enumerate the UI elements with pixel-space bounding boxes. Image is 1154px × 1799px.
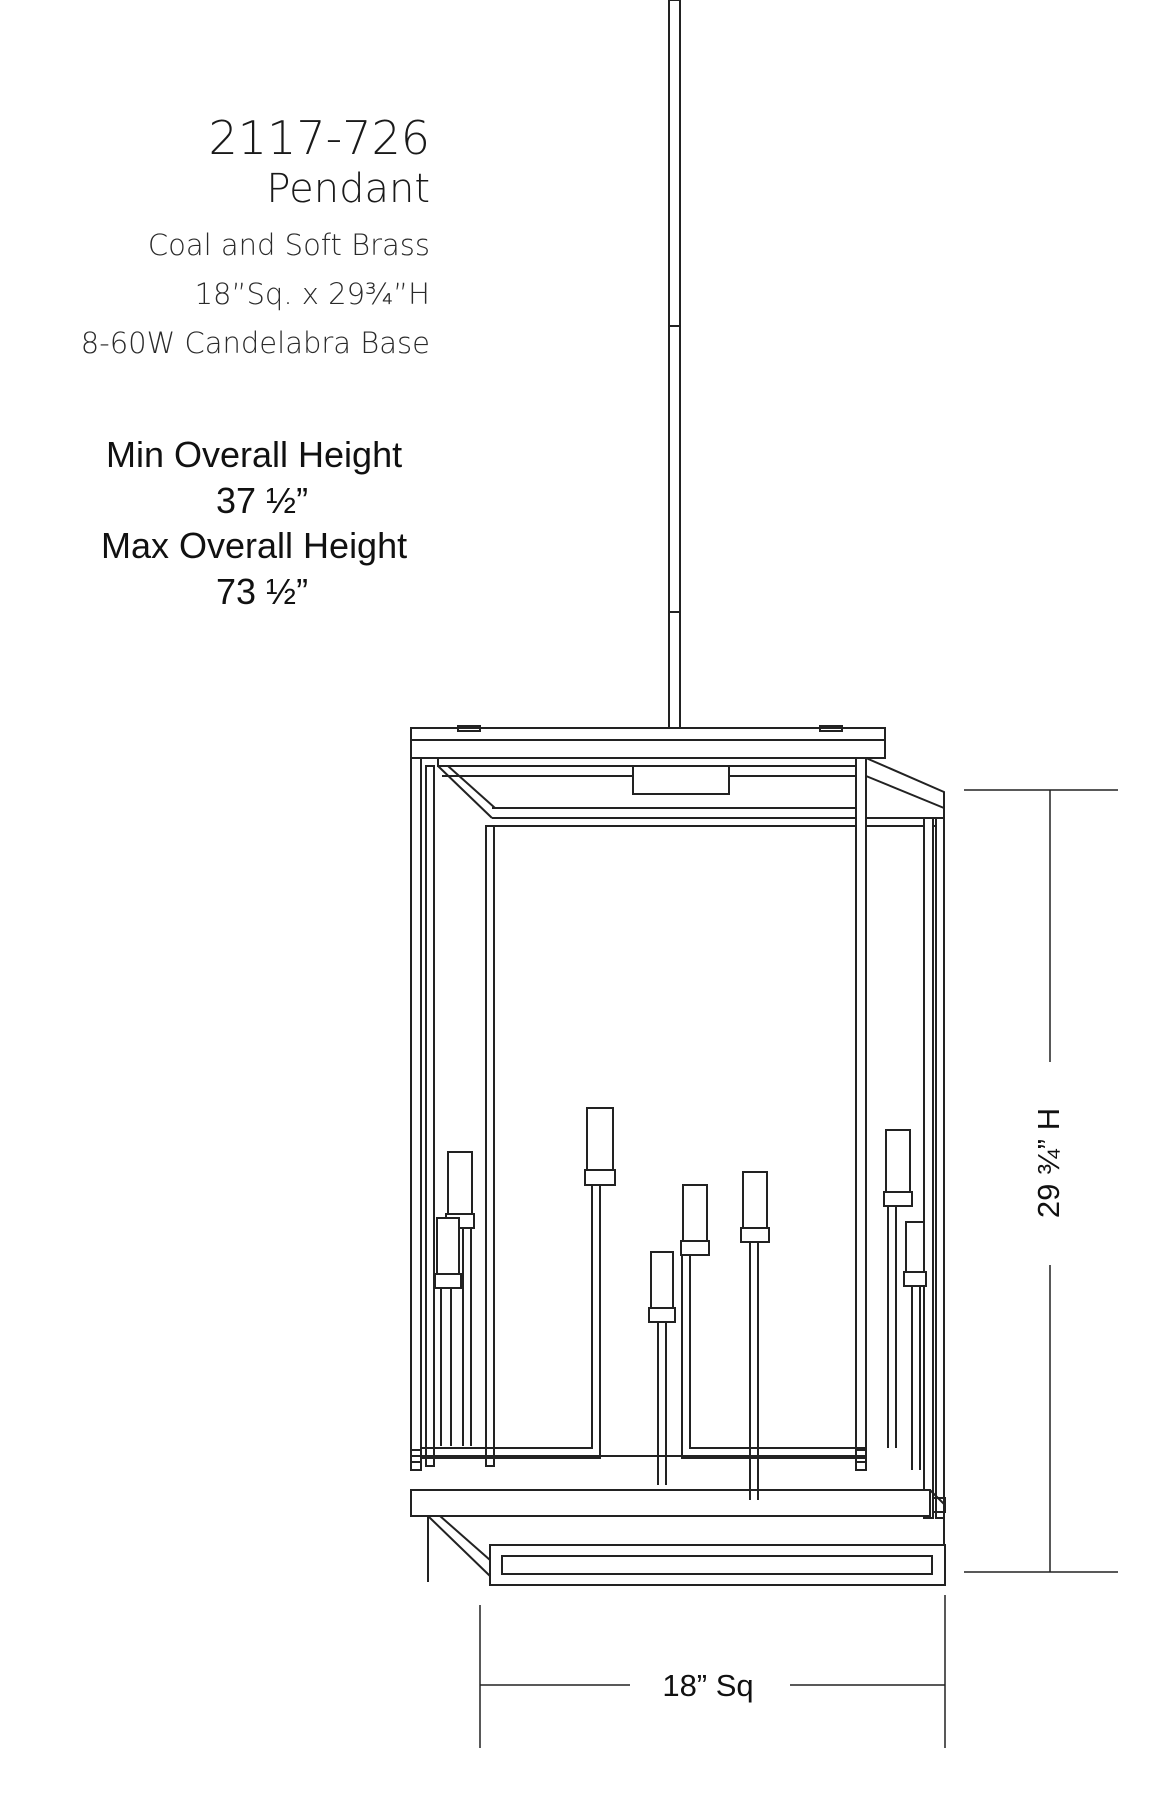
size-text: 18”Sq. x 29¾”H bbox=[194, 277, 430, 311]
min-height-value: 37 ½” bbox=[216, 480, 309, 521]
fixture-type: Pendant bbox=[266, 166, 430, 212]
suspension-rod bbox=[669, 0, 680, 728]
min-height-label: Min Overall Height bbox=[106, 434, 403, 475]
candle-cluster bbox=[421, 1108, 926, 1500]
max-height-value: 73 ½” bbox=[216, 571, 309, 612]
height-dimension-label: 29 ¾” H bbox=[1031, 1107, 1066, 1219]
cage-frame bbox=[411, 726, 945, 1585]
model-number: 2117-726 bbox=[208, 111, 430, 165]
max-height-label: Max Overall Height bbox=[101, 525, 408, 566]
bulb-text: 8-60W Candelabra Base bbox=[80, 326, 430, 360]
width-dimension-label: 18” Sq bbox=[662, 1668, 754, 1703]
finish-text: Coal and Soft Brass bbox=[147, 228, 430, 262]
